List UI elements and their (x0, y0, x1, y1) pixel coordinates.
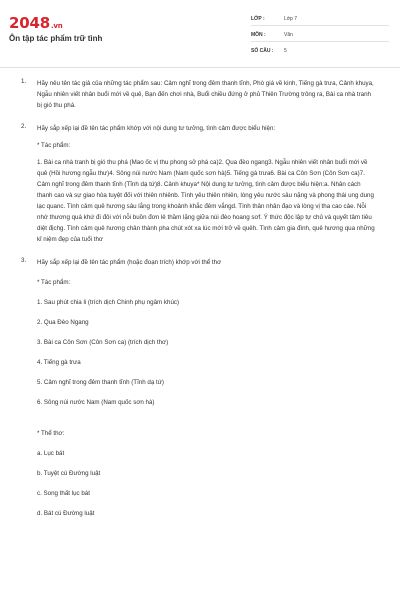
question-2 (0, 123, 400, 245)
forms-label: * Thể thơ: (37, 430, 65, 437)
list-item: d. Bát cú Đường luật (37, 510, 95, 517)
header-divider (0, 67, 400, 68)
question-body (37, 257, 377, 519)
list-item: 3. Bài ca Côn Sơn (Côn Sơn ca) (trích dịch thơ) (37, 339, 169, 346)
list-item: c. Song thất lục bát (37, 490, 90, 497)
works-label: * Tác phẩm: (37, 279, 71, 286)
meta-label: SỐ CÂU : (251, 47, 274, 54)
meta-value: Lớp 7 (284, 15, 298, 22)
meta-value: Văn (284, 31, 293, 38)
question-text: Hãy sắp xếp lại đề tên tác phẩm khớp với nội dung tư tưởng, tình cảm được biểu hiện: (37, 125, 276, 132)
question-1 (0, 78, 400, 111)
list-item: a. Lục bát (37, 450, 65, 457)
page-title: Ôn tập tác phẩm trữ tình (9, 34, 103, 43)
question-number: 3. (21, 257, 27, 264)
question-body (37, 123, 377, 245)
meta-row-subject (251, 28, 389, 42)
question-body (37, 78, 377, 111)
list-item: 2. Qua Đèo Ngang (37, 319, 89, 326)
list-item: 1. Sau phút chia li (trích dịch Chinh phụ ngâm khúc) (37, 299, 180, 306)
question-text: Hãy nêu tên tác giả của những tác phẩm sau: Cảm nghĩ trong đêm thanh tĩnh, Phò giá về kinh, Tiếng gà trưa, Cảnh khuya, Ngẫu nhiên viết nhân buổi mới về quê, Bạn đến chơi nhà, Buổi chiều đứng ở phủ Thiên Trường trông ra, Bài ca nhà tranh bị gió thu phá. (37, 80, 374, 109)
question-content: 1. Bài ca nhà tranh bị gió thu phá (Mao ốc vị thu phong sở phá ca)2. Qua đèo ngang3. Ngẫu nhiên viết nhân buổi mới về quê (Hồi hương ngẫu thư)4. Sông núi nước Nam (Nam quốc sơn hà)5. Tiếng gà trưa6. Bài ca Côn Sơn (Côn Sơn ca)7. Cảm nghĩ trong đêm thanh tĩnh (Tĩnh dạ tứ)8. Cảnh khuya* Nội dung tư tưởng, tình cảm được biểu hiện:a. Nhân cách thanh cao và sự giao hòa tuyệt đối với thiên nhiênb. Tình yêu thiên nhiên, lòng yêu nước sâu nặng và phong thái ung dung lạc quanc. Tình cảm quê hương sâu lắng trong khoảnh khắc đêm vắngd. Tình thân nhân đạo và lòng vị tha cao cảe. Nỗi nhớ thương quá khứ đi đôi với nỗi buồn đơn lẻ thầm lặng giữa núi đèo hoang sơf. Ý thức độc lập tự chủ và quyết tâm tiêu diệt địchg. Tình cảm quê hương chân thành pha chút xót xa lúc mới trở về quêh. Tình cảm gia đình, quê hương qua những kỉ niệm đẹp của tuổi thơ (37, 159, 375, 243)
site-logo[interactable] (9, 14, 63, 32)
logo-tld: .vn (50, 22, 63, 30)
meta-info (251, 12, 389, 59)
list-item: 5. Cảm nghĩ trong đêm thanh tĩnh (Tĩnh dạ tứ) (37, 379, 164, 386)
list-item: 6. Sông núi nước Nam (Nam quốc sơn hà) (37, 399, 155, 406)
meta-row-count (251, 44, 389, 57)
list-item: 4. Tiếng gà trưa (37, 359, 81, 366)
meta-label: LỚP : (251, 15, 265, 22)
works-label: * Tác phẩm: (37, 142, 71, 149)
question-number: 2. (21, 123, 27, 130)
meta-value: 5 (284, 47, 287, 54)
list-item: b. Tuyệt cú Đường luật (37, 470, 101, 477)
question-number: 1. (21, 78, 27, 85)
meta-row-grade (251, 12, 389, 26)
question-list (0, 78, 400, 531)
question-text: Hãy sắp xếp lại đề tên tác phẩm (hoặc đoạn trích) khớp với thể thơ (37, 259, 222, 266)
page-header (0, 0, 400, 62)
meta-label: MÔN : (251, 31, 266, 38)
logo-text: 2048 (9, 14, 50, 32)
question-3 (0, 257, 400, 519)
